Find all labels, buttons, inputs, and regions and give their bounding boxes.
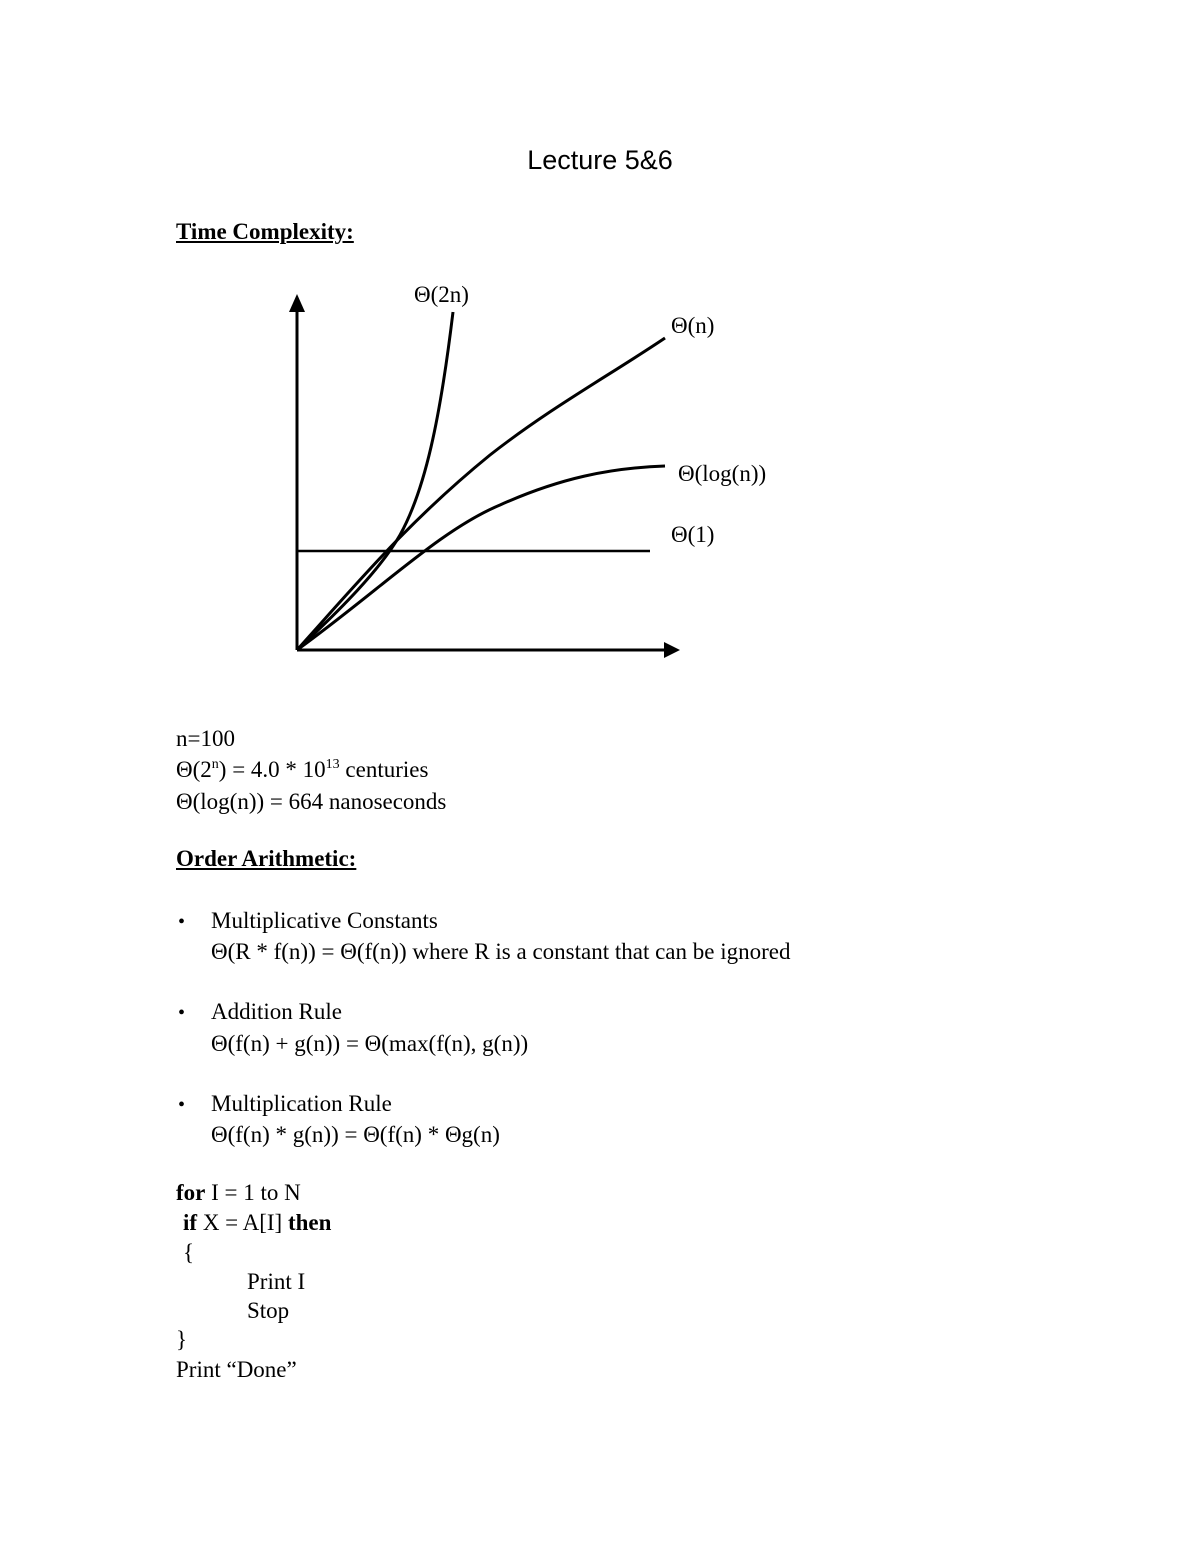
bullet-icon: • bbox=[178, 1094, 186, 1116]
code-for-rest: I = 1 to N bbox=[205, 1180, 301, 1205]
exp-superscript: n bbox=[211, 757, 219, 772]
rule-name-multiplicative: Multiplicative Constants bbox=[211, 908, 438, 933]
series-log-line bbox=[297, 466, 665, 650]
code-line-open-brace: { bbox=[183, 1240, 195, 1265]
example-exponential-time bbox=[176, 755, 428, 785]
label-exponential: Θ(2n) bbox=[414, 282, 469, 307]
exp-prefix: Θ(2 bbox=[176, 757, 212, 782]
code-line-close-brace: } bbox=[176, 1327, 188, 1352]
code-if-condition: X = A[I] bbox=[197, 1210, 288, 1235]
code-keyword-then: then bbox=[287, 1210, 332, 1235]
exp-suffix: centuries bbox=[339, 757, 429, 782]
series-linear-line bbox=[297, 338, 665, 650]
x-axis-arrow bbox=[664, 642, 680, 658]
code-line-if bbox=[183, 1208, 331, 1238]
code-keyword-for: for bbox=[176, 1180, 206, 1205]
label-constant: Θ(1) bbox=[671, 522, 715, 547]
code-line-stop: Stop bbox=[247, 1298, 290, 1323]
section-heading-order-arithmetic: Order Arithmetic: bbox=[176, 846, 357, 871]
code-line-print-i: Print I bbox=[247, 1269, 306, 1294]
code-keyword-if: if bbox=[183, 1210, 198, 1235]
page-title: Lecture 5&6 bbox=[527, 145, 673, 175]
section-heading-time-complexity: Time Complexity: bbox=[176, 219, 354, 244]
label-log: Θ(log(n)) bbox=[678, 461, 767, 486]
exp-middle: ) = 4.0 * 10 bbox=[218, 757, 326, 782]
rule-name-multiplication: Multiplication Rule bbox=[211, 1091, 392, 1116]
bullet-icon: • bbox=[178, 1002, 186, 1024]
exp-superscript-13: 13 bbox=[325, 757, 340, 772]
code-line-print-done: Print “Done” bbox=[176, 1357, 297, 1382]
bullet-icon: • bbox=[178, 911, 186, 933]
rule-formula-multiplicative: Θ(R * f(n)) = Θ(f(n)) where R is a constant that can be ignored bbox=[211, 939, 791, 964]
code-line-for bbox=[176, 1178, 301, 1208]
complexity-chart bbox=[0, 0, 1200, 700]
example-n-value: n=100 bbox=[176, 726, 235, 751]
rule-formula-multiplication: Θ(f(n) * g(n)) = Θ(f(n) * Θg(n) bbox=[211, 1122, 500, 1147]
series-exponential-line bbox=[297, 312, 453, 650]
y-axis-arrow bbox=[289, 294, 305, 312]
rule-formula-addition: Θ(f(n) + g(n)) = Θ(max(f(n), g(n)) bbox=[211, 1031, 529, 1056]
label-linear: Θ(n) bbox=[671, 313, 715, 338]
rule-name-addition: Addition Rule bbox=[211, 999, 342, 1024]
example-log-time: Θ(log(n)) = 664 nanoseconds bbox=[176, 789, 447, 814]
